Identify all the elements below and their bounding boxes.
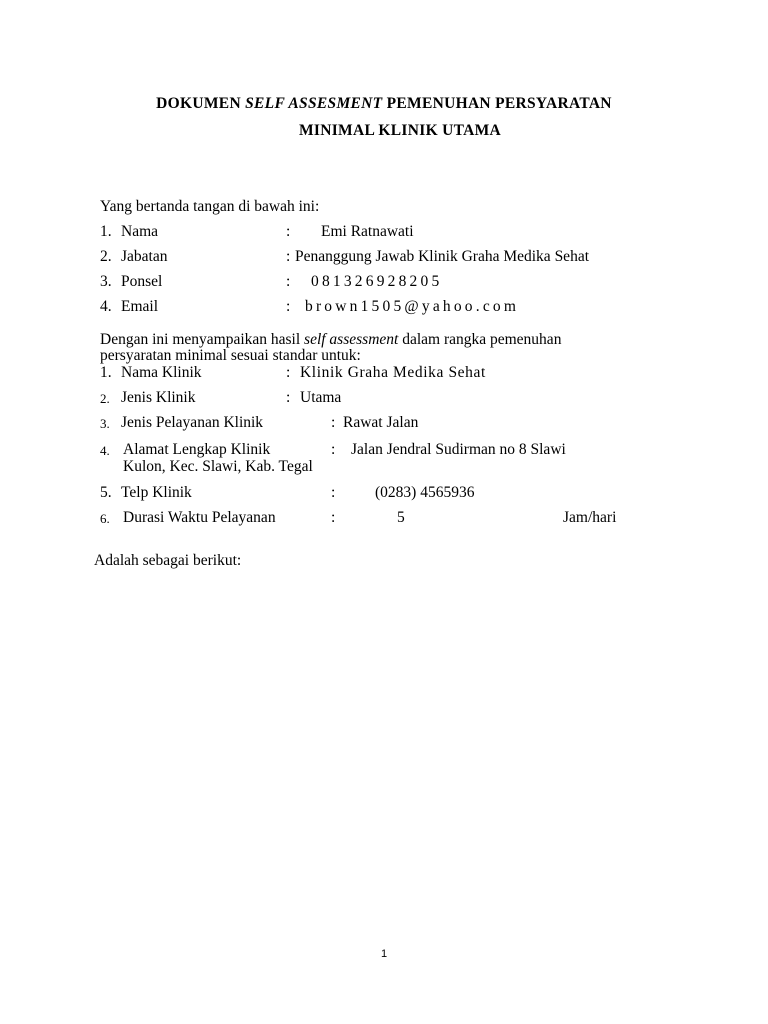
clinic-label-name: Nama Klinik bbox=[121, 364, 202, 381]
clinic-num-5: 5. bbox=[100, 484, 112, 501]
clinic-value-phone: (0283) 4565936 bbox=[375, 484, 475, 501]
clinic-value-duration: 5 bbox=[397, 509, 405, 526]
clinic-colon-4: : bbox=[331, 441, 336, 458]
person-value-email: brown1505@yahoo.com bbox=[305, 298, 520, 315]
person-num-1: 1. bbox=[100, 223, 112, 240]
closing-text: Adalah sebagai berikut: bbox=[94, 552, 242, 569]
clinic-value-address: Jalan Jendral Sudirman no 8 Slawi bbox=[351, 441, 566, 458]
person-value-name: Emi Ratnawati bbox=[321, 223, 414, 240]
clinic-value-service: Rawat Jalan bbox=[343, 414, 419, 431]
statement-suffix: dalam rangka pemenuhan bbox=[402, 331, 562, 348]
person-num-4: 4. bbox=[100, 298, 112, 315]
statement-prefix: Dengan ini menyampaikan hasil bbox=[100, 331, 301, 348]
person-num-3: 3. bbox=[100, 273, 112, 290]
person-label-name: Nama bbox=[121, 223, 159, 240]
person-value-position: Penanggung Jawab Klinik Graha Medika Sehat bbox=[295, 248, 590, 265]
page-number: 1 bbox=[380, 948, 388, 960]
statement-italic: self assessment bbox=[304, 331, 399, 348]
title-italic: SELF ASSESMENT bbox=[245, 95, 383, 112]
clinic-colon-6: : bbox=[331, 509, 336, 526]
clinic-colon-1: : bbox=[286, 364, 291, 381]
person-label-phone: Ponsel bbox=[121, 273, 163, 290]
clinic-label-service: Jenis Pelayanan Klinik bbox=[121, 414, 264, 431]
clinic-value-address-line-2: Kulon, Kec. Slawi, Kab. Tegal bbox=[123, 458, 313, 475]
clinic-label-duration: Durasi Waktu Pelayanan bbox=[123, 509, 276, 526]
clinic-colon-2: : bbox=[286, 389, 291, 406]
clinic-label-phone: Telp Klinik bbox=[121, 484, 192, 501]
clinic-value-type: Utama bbox=[300, 389, 342, 406]
document-title-line-1 bbox=[0, 95, 768, 113]
clinic-colon-5: : bbox=[331, 484, 336, 501]
person-colon-4: : bbox=[286, 298, 291, 315]
clinic-num-4: 4. bbox=[100, 443, 110, 458]
clinic-label-type: Jenis Klinik bbox=[121, 389, 196, 406]
person-colon-3: : bbox=[286, 273, 291, 290]
document-title-line-2: MINIMAL KLINIK UTAMA bbox=[298, 122, 502, 139]
clinic-value-name: Klinik Graha Medika Sehat bbox=[300, 364, 486, 381]
person-label-email: Email bbox=[121, 298, 159, 315]
clinic-colon-3: : bbox=[331, 414, 336, 431]
clinic-num-6: 6. bbox=[100, 511, 110, 526]
clinic-label-address: Alamat Lengkap Klinik bbox=[123, 441, 271, 458]
clinic-num-2: 2. bbox=[100, 391, 110, 406]
clinic-num-1: 1. bbox=[100, 364, 112, 381]
person-colon-2: : bbox=[286, 248, 291, 265]
person-value-phone: 081326928205 bbox=[311, 273, 443, 290]
intro-text: Yang bertanda tangan di bawah ini: bbox=[100, 198, 320, 215]
clinic-duration-unit: Jam/hari bbox=[563, 509, 617, 526]
person-label-position: Jabatan bbox=[121, 248, 168, 265]
statement-line-2: persyaratan minimal sesuai standar untuk: bbox=[100, 347, 361, 364]
title-suffix: PEMENUHAN PERSYARATAN bbox=[386, 95, 612, 112]
person-colon-1: : bbox=[286, 223, 291, 240]
title-prefix: DOKUMEN bbox=[156, 95, 241, 112]
clinic-num-3: 3. bbox=[100, 416, 110, 431]
person-num-2: 2. bbox=[100, 248, 112, 265]
